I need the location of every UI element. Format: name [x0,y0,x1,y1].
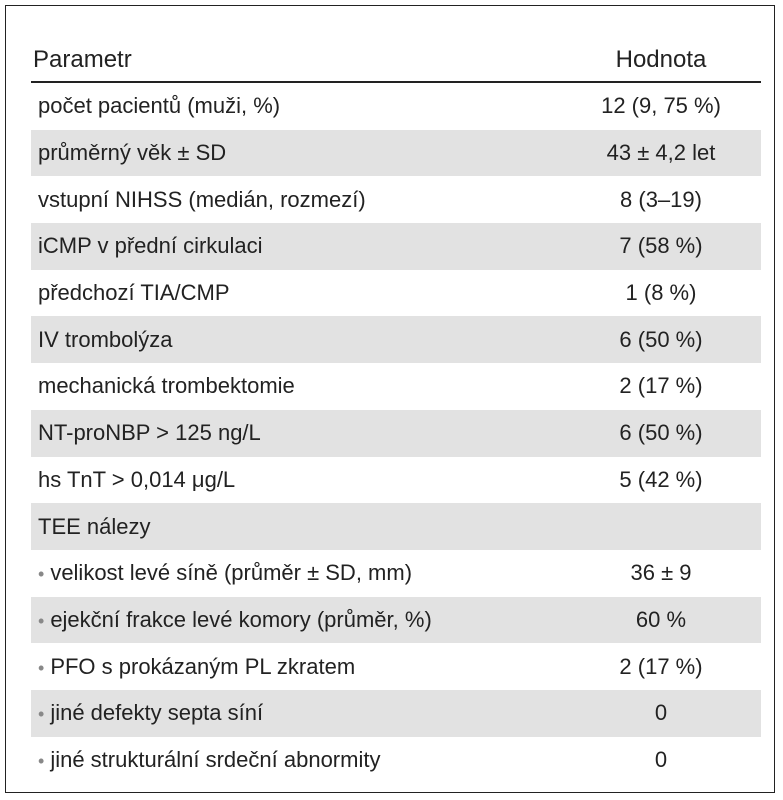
row-value: 5 (42 %) [619,466,703,492]
row-value: 0 [654,746,668,772]
row-label: průměrný věk ± SD [38,140,227,166]
row-label-wrap [31,747,561,773]
row-value: 36 ± 9 [630,560,692,586]
row-label: IV trombolýza [38,326,173,352]
row-value: 2 (17 %) [619,653,703,679]
row-label: ejekční frakce levé komory (průměr, %) [50,606,432,632]
row-label: iCMP v přední cirkulaci [38,233,263,259]
row-label: vstupní NIHSS (medián, rozmezí) [38,186,366,212]
row-label: velikost levé síně (průměr ± SD, mm) [50,560,413,586]
table-row [31,643,761,690]
row-label: předchozí TIA/CMP [38,280,230,306]
bullet-icon: • [38,750,45,771]
table-header [31,39,761,83]
row-label-wrap [31,560,561,586]
table-row [31,83,761,130]
bullet-icon: • [38,610,45,631]
table-row [31,363,761,410]
header-value: Hodnota [615,46,707,73]
row-label: počet pacientů (muži, %) [38,93,281,119]
table-row [31,223,761,270]
row-label: jiné strukturální srdeční abnormity [50,746,381,772]
table-row [31,176,761,223]
row-value: 6 (50 %) [619,326,703,352]
table-row [31,597,761,644]
row-label: mechanická trombektomie [38,373,295,399]
row-label: NT-proNBP > 125 ng/L [38,420,261,446]
header-param: Parametr [33,46,132,73]
row-value: 8 (3–19) [620,186,702,212]
row-label: hs TnT > 0,014 μg/L [38,466,236,492]
bullet-icon: • [38,564,45,585]
row-label-wrap [31,607,561,633]
row-value: 7 (58 %) [619,233,703,259]
table-frame [5,5,775,793]
row-value: 43 ± 4,2 let [606,140,716,166]
row-value: 2 (17 %) [619,373,703,399]
row-label: PFO s prokázaným PL zkratem [50,653,356,679]
bullet-icon: • [38,704,45,725]
section-label: TEE nálezy [38,513,151,539]
row-value: 1 (8 %) [625,280,697,306]
row-value: 12 (9, 75 %) [601,93,721,119]
table-row [31,316,761,363]
table-row [31,690,761,737]
table-row [31,410,761,457]
row-value: 0 [654,700,668,726]
table-row-section [31,503,761,550]
row-label-wrap [31,700,561,726]
bullet-icon: • [38,657,45,678]
table-row [31,130,761,177]
table-row [31,550,761,597]
row-value: 6 (50 %) [619,420,703,446]
row-value: 60 % [635,606,687,632]
table-row [31,457,761,504]
parameters-table [31,39,761,783]
row-label: jiné defekty septa síní [50,700,264,726]
table-row [31,270,761,317]
row-label-wrap [31,654,561,680]
table-row [31,737,761,784]
